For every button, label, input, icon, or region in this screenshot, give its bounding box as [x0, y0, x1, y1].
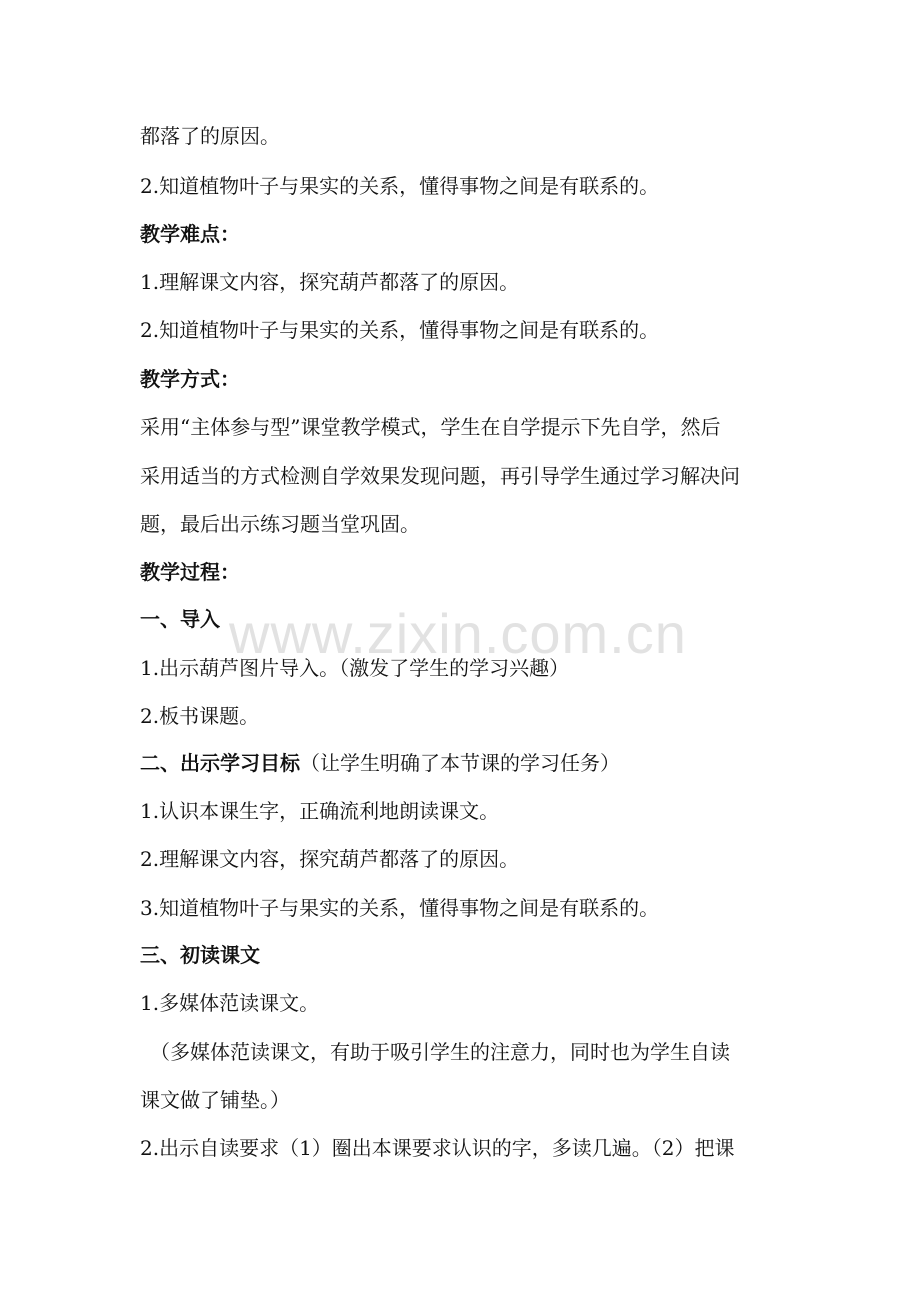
text-line: 1.多媒体范读课文。 [140, 991, 320, 1015]
section-heading-objectives-line [140, 751, 790, 775]
section-heading-objectives: 二、出示学习目标 [140, 751, 300, 775]
text-line: 1.认识本课生字，正确流利地朗读课文。 [140, 799, 500, 823]
text-line: 2.出示自读要求（1）圈出本课要求认识的字，多读几遍。（2）把课 [140, 1136, 735, 1160]
section-heading-intro: 一、导入 [140, 607, 220, 631]
text-line: 1.理解课文内容，探究葫芦都落了的原因。 [140, 270, 520, 294]
section-heading-difficulties: 教学难点： [140, 222, 240, 246]
section-heading-method: 教学方式： [140, 367, 240, 391]
text-line: 1.出示葫芦图片导入。（激发了学生的学习兴趣） [140, 656, 570, 680]
text-line: 2.知道植物叶子与果实的关系，懂得事物之间是有联系的。 [140, 318, 660, 342]
text-line: 3.知道植物叶子与果实的关系，懂得事物之间是有联系的。 [140, 896, 660, 920]
text-line: 课文做了铺垫。） [140, 1088, 290, 1112]
objectives-note: （让学生明确了本节课的学习任务） [300, 751, 620, 775]
text-line: 采用适当的方式检测自学效果发现问题，再引导学生通过学习解决问 [140, 464, 740, 488]
section-heading-first-reading: 三、初读课文 [140, 943, 260, 967]
text-line: （多媒体范读课文，有助于吸引学生的注意力，同时也为学生自读 [150, 1040, 730, 1064]
text-line: 2.理解课文内容，探究葫芦都落了的原因。 [140, 847, 520, 871]
section-heading-process: 教学过程： [140, 560, 240, 584]
watermark-text: www.zixin.com.cn [229, 602, 687, 665]
text-line: 2.知道植物叶子与果实的关系，懂得事物之间是有联系的。 [140, 174, 660, 198]
text-line: 都落了的原因。 [140, 124, 280, 148]
text-line: 2.板书课题。 [140, 704, 260, 728]
text-line: 题，最后出示练习题当堂巩固。 [140, 512, 420, 536]
text-line: 采用“主体参与型”课堂教学模式，学生在自学提示下先自学，然后 [140, 415, 721, 439]
